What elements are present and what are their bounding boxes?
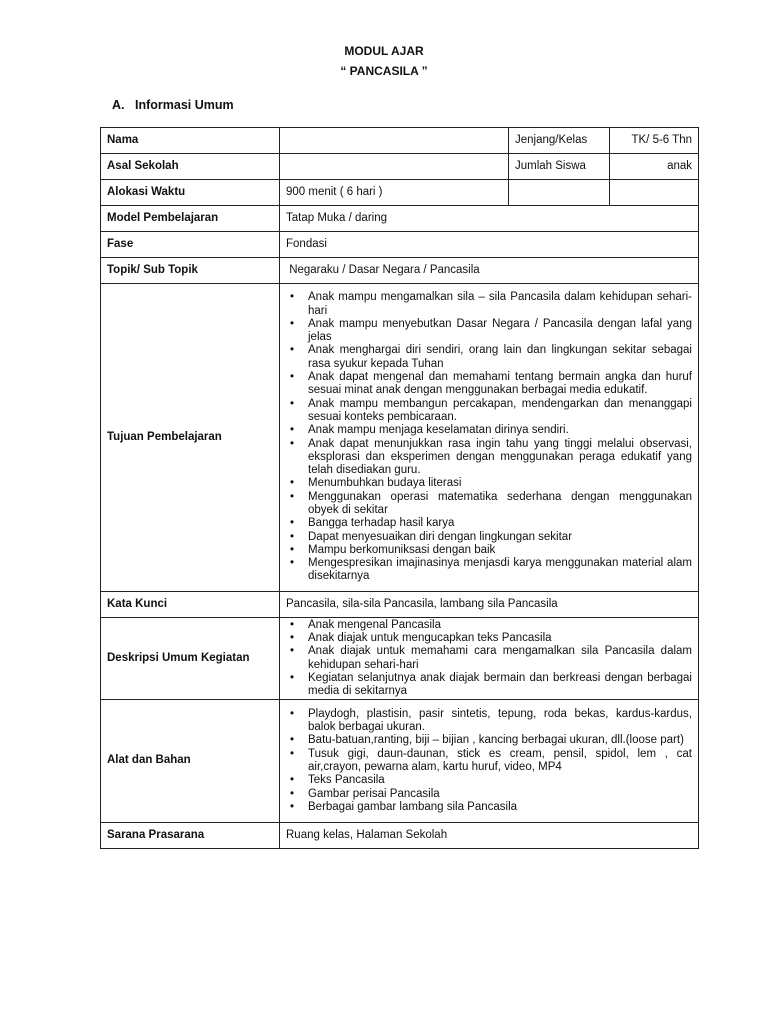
table-row-fase	[101, 232, 699, 258]
alat-bahan-cell	[280, 700, 699, 823]
document-subtitle: “ PANCASILA ”	[340, 64, 428, 78]
list-item: • Anak menghargai diri sendiri, orang lain dan lingkungan sekitar sebagai rasa syukur kepada Tuhan	[308, 344, 692, 371]
alat-bahan-label: Alat dan Bahan	[101, 700, 280, 823]
model-value: Tatap Muka / daring	[280, 206, 699, 232]
fase-value: Fondasi	[280, 232, 699, 258]
list-item: • Tusuk gigi, daun-daunan, stick es cream, pensil, spidol, lem , cat air,crayon, pewarna alam, kartu huruf, video, MP4	[308, 748, 692, 775]
info-table	[100, 127, 699, 849]
tujuan-list	[286, 291, 692, 584]
topik-value: Negaraku / Dasar Negara / Pancasila	[280, 258, 699, 284]
list-item: • Bangga terhadap hasil karya	[308, 517, 692, 530]
list-item: • Gambar perisai Pancasila	[308, 788, 692, 801]
list-item: • Anak mampu menyebutkan Dasar Negara / Pancasila dengan lafal yang jelas	[308, 318, 692, 345]
jenjang-label: Jenjang/Kelas	[509, 128, 610, 154]
document-title: MODUL AJAR	[344, 44, 424, 58]
deskripsi-label: Deskripsi Umum Kegiatan	[101, 618, 280, 700]
list-item: • Anak dapat menunjukkan rasa ingin tahu yang tinggi melalui observasi, eksplorasi dan eksperimen dengan menggunakan peraga edukatif yang telah disediakan guru.	[308, 438, 692, 478]
jumlah-siswa-label: Jumlah Siswa	[509, 154, 610, 180]
list-item: • Anak diajak untuk mengucapkan teks Pancasila	[308, 632, 692, 645]
alokasi-waktu-value: 900 menit ( 6 hari )	[280, 180, 509, 206]
alokasi-waktu-label: Alokasi Waktu	[101, 180, 280, 206]
section-title: Informasi Umum	[135, 98, 234, 112]
kata-kunci-value: Pancasila, sila-sila Pancasila, lambang sila Pancasila	[280, 592, 699, 618]
sarana-value: Ruang kelas, Halaman Sekolah	[280, 823, 699, 849]
list-item: • Playdogh, plastisin, pasir sintetis, tepung, roda bekas, kardus-kardus, balok berbagai ukuran.	[308, 708, 692, 735]
list-item: • Menumbuhkan budaya literasi	[308, 477, 692, 490]
topik-label: Topik/ Sub Topik	[101, 258, 280, 284]
list-item: • Anak mampu membangun percakapan, mendengarkan dan menanggapi sesuai konteks pembicaraan.	[308, 398, 692, 425]
tujuan-cell	[280, 284, 699, 592]
section-letter: A.	[112, 98, 125, 112]
asal-sekolah-value	[280, 154, 509, 180]
list-item: • Anak mampu mengamalkan sila – sila Pancasila dalam kehidupan sehari-hari	[308, 291, 692, 318]
deskripsi-list	[286, 619, 692, 699]
table-row-alat-bahan	[101, 700, 699, 823]
list-item: • Anak mampu menjaga keselamatan dirinya sendiri.	[308, 424, 692, 437]
table-row-model	[101, 206, 699, 232]
document-title-block	[0, 41, 768, 81]
deskripsi-cell	[280, 618, 699, 700]
list-item: • Mampu berkomuniksasi dengan baik	[308, 544, 692, 557]
sarana-label: Sarana Prasarana	[101, 823, 280, 849]
model-label: Model Pembelajaran	[101, 206, 280, 232]
alokasi-empty-cell-2	[610, 180, 699, 206]
table-row-asal-sekolah	[101, 154, 699, 180]
fase-label: Fase	[101, 232, 280, 258]
kata-kunci-label: Kata Kunci	[101, 592, 280, 618]
table-row-sarana	[101, 823, 699, 849]
list-item: • Anak mengenal Pancasila	[308, 619, 692, 632]
list-item: • Teks Pancasila	[308, 774, 692, 787]
tujuan-label: Tujuan Pembelajaran	[101, 284, 280, 592]
nama-value	[280, 128, 509, 154]
table-row-nama	[101, 128, 699, 154]
list-item: • Kegiatan selanjutnya anak diajak bermain dan berkreasi dengan berbagai media di sekitarnya	[308, 672, 692, 699]
section-heading	[112, 98, 234, 112]
table-row-alokasi-waktu	[101, 180, 699, 206]
list-item: • Anak diajak untuk memahami cara mengamalkan sila Pancasila dalam kehidupan sehari-hari	[308, 645, 692, 672]
list-item: • Dapat menyesuaikan diri dengan lingkungan sekitar	[308, 531, 692, 544]
table-row-deskripsi	[101, 618, 699, 700]
jenjang-value: TK/ 5-6 Thn	[610, 128, 699, 154]
list-item: • Batu-batuan,ranting, biji – bijian , kancing berbagai ukuran, dll.(loose part)	[308, 734, 692, 747]
list-item: • Mengespresikan imajinasinya menjasdi karya menggunakan material alam disekitarnya	[308, 557, 692, 584]
list-item: • Menggunakan operasi matematika sederhana dengan menggunakan obyek di sekitar	[308, 491, 692, 518]
table-row-tujuan	[101, 284, 699, 592]
nama-label: Nama	[101, 128, 280, 154]
table-row-topik	[101, 258, 699, 284]
asal-sekolah-label: Asal Sekolah	[101, 154, 280, 180]
list-item: • Berbagai gambar lambang sila Pancasila	[308, 801, 692, 814]
jumlah-siswa-value: anak	[610, 154, 699, 180]
alokasi-empty-cell-1	[509, 180, 610, 206]
list-item: • Anak dapat mengenal dan memahami tentang bermain angka dan huruf sesuai minat anak dengan menggunakan berbagai media edukatif.	[308, 371, 692, 398]
table-row-kata-kunci	[101, 592, 699, 618]
alat-bahan-list	[286, 708, 692, 814]
